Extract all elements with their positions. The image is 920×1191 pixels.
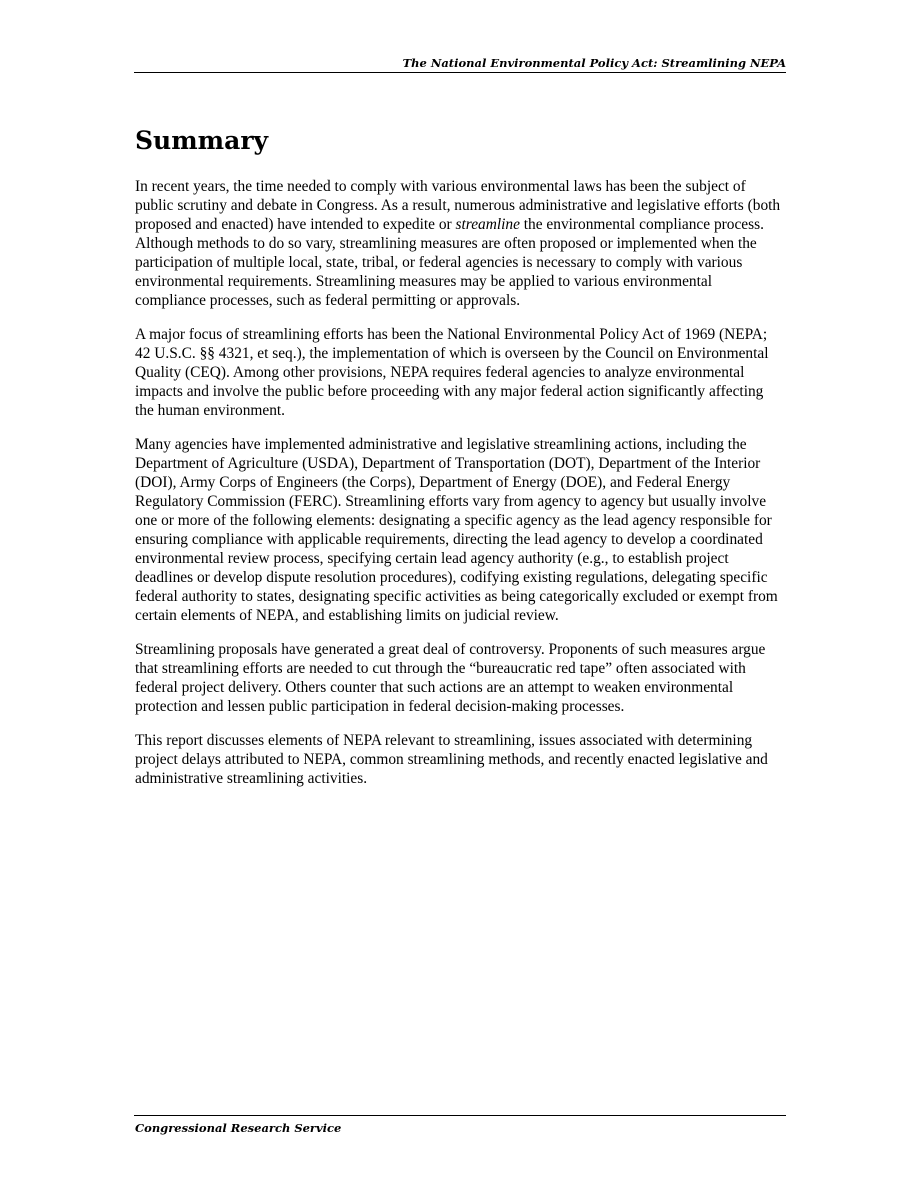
paragraph-agency-actions: Many agencies have implemented administrative and legislative streamlining actions, including the Department of Agriculture (USDA), Department of Transportation (DOT), Department of the Interior (DOI), Army Corps of Engineers (the Corps), Department of Energy (DOE), and Federal Energy Regulatory Commission (FERC). Streamlining efforts vary from agency to agency but usually involve one or more of the following elements: designating a specific agency as the lead agency responsible for ensuring compliance with applicable requirements, directing the lead agency to develop a coordinated environmental review process, specifying certain lead agency authority (e.g., to establish project deadlines or develop dispute resolution procedures), codifying existing regulations, delegating specific federal authority to states, designating specific activities as being categorically excluded or exempt from certain elements of NEPA, and establishing limits on judicial review.: [135, 436, 778, 624]
paragraph-intro-text-start: In recent years, the time needed to comply with various environmental laws has been the subject of public scrutiny and debate in Congress. As a result, numerous administrative and legislative efforts (both proposed and enacted) have intended to expedite or: [135, 178, 781, 233]
paragraph-nepa-focus: A major focus of streamlining efforts has been the National Environmental Policy Act of 1969 (NEPA; 42 U.S.C. §§ 4321, et seq.), the implementation of which is overseen by the Council on Environmental Quality (CEQ). Among other provisions, NEPA requires federal agencies to analyze environmental impacts and involve the public before proceeding with any major federal action significantly affecting the human environment.: [135, 326, 769, 419]
header-divider: [134, 72, 786, 73]
footer-divider: [134, 1115, 786, 1116]
footer-organization: Congressional Research Service: [135, 1121, 342, 1135]
paragraph-report-scope: This report discusses elements of NEPA relevant to streamlining, issues associated with determining project delays attributed to NEPA, common streamlining methods, and recently enacted legislative and administrative streamlining activities.: [135, 732, 768, 787]
paragraph-controversy: Streamlining proposals have generated a great deal of controversy. Proponents of such measures argue that streamlining efforts are needed to cut through the “bureaucratic red tape” often associated with federal project delivery. Others counter that such actions are an attempt to weaken environmental protection and lessen public participation in federal decision-making processes.: [135, 641, 766, 715]
page-title: Summary: [135, 126, 269, 155]
running-header-title: The National Environmental Policy Act: Streamlining NEPA: [402, 56, 786, 70]
streamline-emphasis: streamline: [455, 216, 520, 233]
paragraph-intro-text-end: the environmental compliance process. Although methods to do so vary, streamlining measures are often proposed or implemented when the participation of multiple local, state, tribal, or federal agencies is necessary to comply with various environmental requirements. Streamlining measures may be applied to various environmental compliance processes, such as federal permitting or approvals.: [135, 216, 764, 309]
paragraph-intro: [135, 177, 786, 310]
summary-body: [135, 177, 786, 803]
